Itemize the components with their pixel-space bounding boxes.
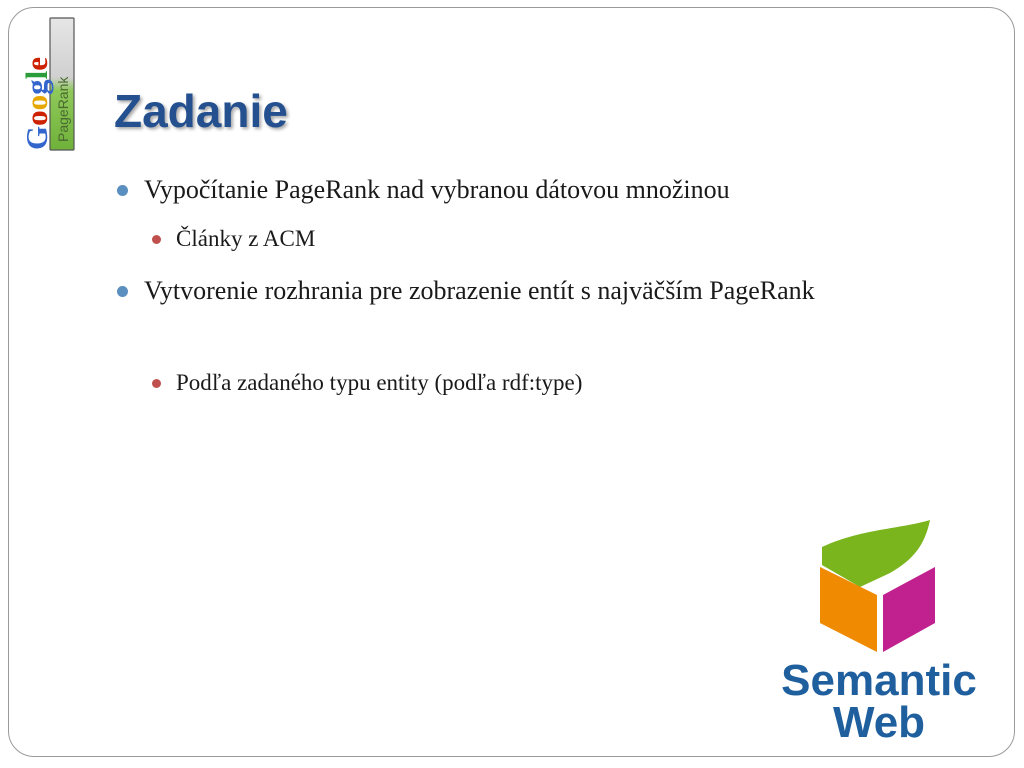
sub-bullet-dot	[152, 235, 161, 244]
bullet-item	[144, 169, 904, 211]
sub-bullet-item	[176, 222, 896, 256]
sub-bullet-dot	[152, 379, 161, 388]
sub-bullet-text: Články z ACM	[176, 226, 316, 251]
bullet-dot	[117, 286, 128, 297]
semantic-web-logo	[775, 515, 985, 750]
web-word: Web	[832, 698, 926, 747]
pagerank-caption: PageRank	[55, 76, 71, 142]
sub-bullet-text: Podľa zadaného typu entity (podľa rdf:type)	[176, 370, 583, 395]
semantic-word: Semantic	[781, 656, 977, 705]
bullet-text: Vypočítanie PageRank nad vybranou dátovou množinou	[144, 175, 730, 204]
bullet-dot	[117, 185, 128, 196]
cube-right-face	[883, 567, 935, 652]
bullet-item	[144, 270, 904, 312]
google-wordmark: Google	[19, 56, 54, 150]
slide-title: Zadanie	[114, 85, 288, 137]
bullet-text: Vytvorenie rozhrania pre zobrazenie entít s najväčším PageRank	[144, 276, 815, 305]
sub-bullet-item	[176, 366, 896, 400]
